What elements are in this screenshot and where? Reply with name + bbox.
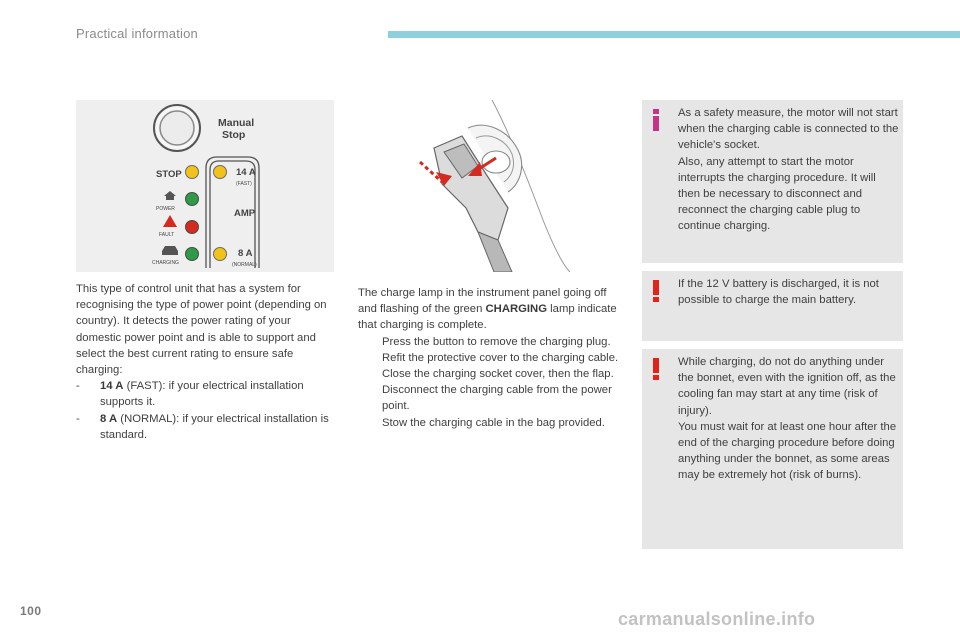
step-text: Close the charging socket cover, then the flap.: [382, 368, 614, 381]
fault-lamp-red: [186, 221, 199, 234]
warning-note-box-bonnet: [642, 349, 903, 549]
stop-label: STOP: [156, 169, 182, 180]
charging-lamp-green: [186, 248, 199, 261]
warning-icon: [648, 279, 664, 303]
left-intro: This type of control unit that has a system for recognising the type of power point (depending on country). It detects the power rating of your domestic power point and is able to support and select the best current rating to ensure safe charging:: [76, 283, 327, 377]
dash-marker: -: [76, 412, 80, 425]
8a-label: 8 A: [238, 248, 253, 259]
manual-label: Manual: [218, 117, 255, 129]
charging-bold: CHARGING: [485, 303, 548, 316]
info-note-text: As a safety measure, the motor will not start when the charging cable is connected to the vehicle's socket. Also, any attempt to start the motor interrupts the charging procedure. It will then be necessary to disconnect and reconnect the charging cable plug to continue charging.: [678, 107, 899, 233]
warning-bonnet-text: While charging, do not do anything under the bonnet, even with the ignition off, as the cooling fan may start at any time (risk of injury). You must wait for at least one hour after the end of the charging procedure before doing anything under the bonnet, as some areas may be extremely hot (risk of burns).: [678, 356, 897, 482]
normal-label: (NORMAL): [232, 262, 257, 268]
list-item-14a: [76, 378, 334, 410]
info-note-box: [642, 100, 903, 263]
amp-label: AMP: [234, 208, 256, 219]
14a-lamp-yellow: [214, 166, 227, 179]
rating-14a-text: (FAST): if your electrical installation supports it.: [100, 380, 304, 409]
left-column-text: [76, 281, 334, 443]
page-header-title: Practical information: [76, 26, 198, 41]
step-item: [358, 366, 620, 382]
step-item: [358, 350, 620, 366]
control-unit-svg: [76, 100, 334, 272]
control-unit-illustration: [76, 100, 334, 272]
middle-intro: [358, 285, 620, 334]
warning-note-box-battery: [642, 271, 903, 341]
warning-battery-text: If the 12 V battery is discharged, it is not possible to charge the main battery.: [678, 278, 879, 307]
header-accent-bar: [388, 31, 960, 38]
manual-stop-button-inner: [160, 111, 194, 145]
14a-label: 14 A: [236, 167, 256, 178]
stop-label-top: Stop: [222, 129, 246, 141]
warning-icon: [648, 357, 664, 381]
step-item: [358, 382, 620, 414]
stop-lamp-yellow: [186, 166, 199, 179]
power-icon: [164, 191, 176, 200]
middle-intro-after: lamp indicate that charging is complete.: [358, 303, 617, 332]
middle-intro-before: The charge lamp in the instrument panel going off and flashing of the green: [358, 287, 607, 316]
info-icon: [648, 108, 664, 132]
step-marker: [358, 350, 382, 366]
step-marker: [358, 415, 382, 431]
rating-8a: 8 A: [100, 412, 118, 425]
fault-label: FAULT: [159, 232, 175, 238]
8a-lamp-yellow: [214, 248, 227, 261]
dash-marker: -: [76, 380, 80, 393]
step-item: [358, 415, 620, 431]
fast-label: (FAST): [236, 181, 252, 187]
step-text: Press the button to remove the charging plug.: [382, 335, 611, 348]
charging-label: CHARGING: [152, 260, 179, 266]
step-text: Disconnect the charging cable from the power point.: [382, 384, 612, 413]
fault-icon: [163, 215, 177, 227]
watermark: carmanualsonline.info: [618, 609, 816, 629]
page-number: 100: [20, 604, 42, 618]
car-icon: [162, 246, 178, 255]
power-label: POWER: [156, 206, 175, 212]
middle-column-text: [358, 285, 620, 431]
rating-14a: 14 A: [100, 380, 124, 393]
step-text: Stow the charging cable in the bag provided.: [382, 416, 605, 429]
step-marker: [358, 382, 382, 414]
rating-8a-text: (NORMAL): if your electrical installation is standard.: [100, 412, 329, 441]
step-text: Refit the protective cover to the charging cable.: [382, 351, 619, 364]
step-item: [358, 334, 620, 350]
charging-plug-svg: [358, 100, 620, 272]
power-lamp-green: [186, 193, 199, 206]
list-item-8a: [76, 411, 334, 443]
charging-plug-illustration: [358, 100, 620, 272]
step-marker: [358, 334, 382, 350]
step-marker: [358, 366, 382, 382]
